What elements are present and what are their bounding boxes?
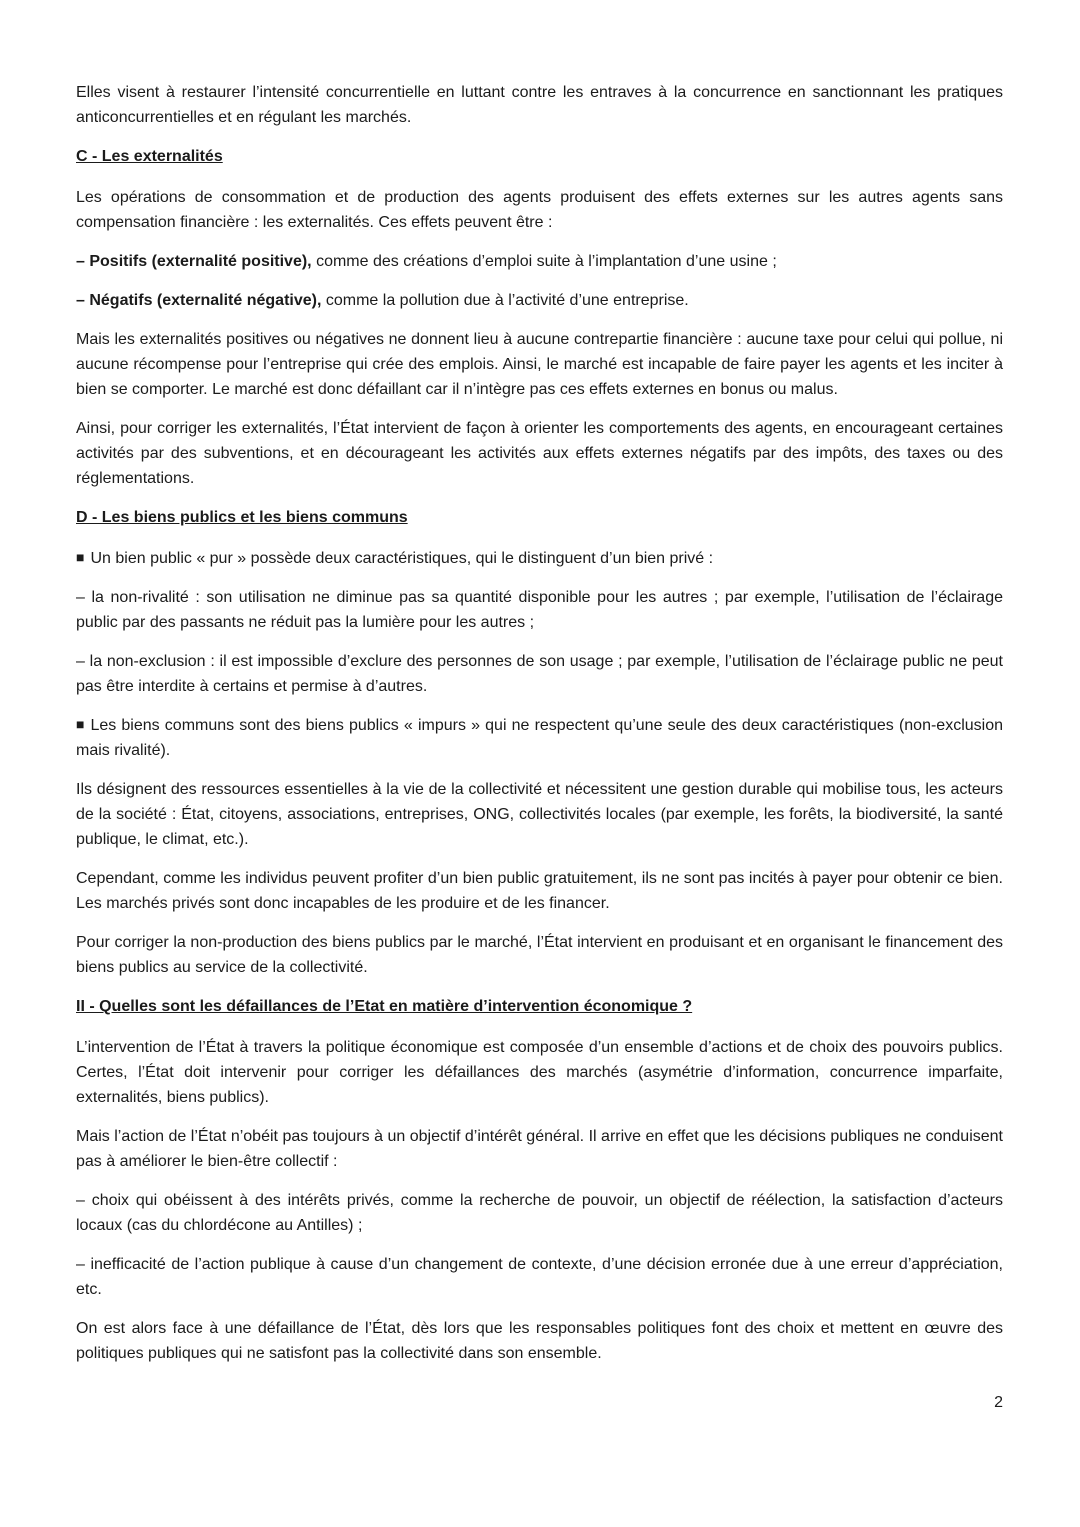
heading-ii-state-failures: II - Quelles sont les défaillances de l’Etat en matière d’intervention économique ? <box>76 998 693 1015</box>
dash-item-negative-externality <box>76 288 1003 313</box>
dash-item-rest: comme la pollution due à l’activité d’une entreprise. <box>321 292 689 309</box>
dash-item-lead: – Négatifs (externalité négative), <box>76 292 322 309</box>
bullet-item-common-goods <box>76 713 1003 763</box>
page-number: 2 <box>994 1394 1003 1411</box>
square-bullet-icon: ■ <box>76 549 85 565</box>
dash-item-non-exclusion: – la non-exclusion : il est impossible d’exclure des personnes de son usage ; par exemple, l’utilisation de l’éclairage public ne peut pas être interdite à certains et permise à d’autres. <box>76 653 1003 695</box>
bullet-item-text: Un bien public « pur » possède deux caractéristiques, qui le distinguent d’un bien privé : <box>90 550 714 567</box>
paragraph-free-rider: Cependant, comme les individus peuvent profiter d’un bien public gratuitement, ils ne sont pas incités à payer pour obtenir ce bien. Les marchés privés sont donc incapables de les produire et de les financer. <box>76 870 1003 912</box>
square-bullet-icon: ■ <box>76 716 85 732</box>
dash-item-private-interests: – choix qui obéissent à des intérêts privés, comme la recherche de pouvoir, un objectif de réélection, la satisfaction d’acteurs locaux (cas du chlordécone au Antilles) ; <box>76 1192 1003 1234</box>
dash-item-non-rivalry: – la non-rivalité : son utilisation ne diminue pas sa quantité disponible pour les autres ; par exemple, l’utilisation de l’éclairage public par des passants ne réduit pas la lumière pour les autres ; <box>76 589 1003 631</box>
paragraph-externalities-intro: Les opérations de consommation et de production des agents produisent des effets externes sur les autres agents sans compensation financière : les externalités. Ces effets peuvent être : <box>76 189 1003 231</box>
paragraph-state-intervention: L’intervention de l’État à travers la politique économique est composée d’un ensemble d’actions et de choix des pouvoirs publics. Certes, l’État doit intervenir pour corriger les défaillances des marchés (asymétrie d’information, concurrence imparfaite, externalités, biens publics). <box>76 1039 1003 1106</box>
paragraph-state-correction-externalities: Ainsi, pour corriger les externalités, l’État intervient de façon à orienter les comportements des agents, en encourageant certaines activités par des subventions, et en décourageant les activités aux effets externes négatifs par des impôts, des taxes ou des réglementations. <box>76 420 1003 487</box>
paragraph-common-goods-resources: Ils désignent des ressources essentielles à la vie de la collectivité et nécessitent une gestion durable qui mobilise tous, les acteurs de la société : État, citoyens, associations, entreprises, ONG, collectivités locales (par exemple, les forêts, la biodiversité, la santé publique, le climat, etc.). <box>76 781 1003 848</box>
dash-item-positive-externality <box>76 249 1003 274</box>
paragraph-state-production: Pour corriger la non-production des biens publics par le marché, l’État intervient en produisant et en organisant le financement des biens publics au service de la collectivité. <box>76 934 1003 976</box>
dash-item-lead: – Positifs (externalité positive), <box>76 253 312 270</box>
bullet-item-pure-public-good <box>76 546 1003 571</box>
dash-item-public-action-inefficiency: – inefficacité de l’action publique à cause d’un changement de contexte, d’une décision erronée due à une erreur d’appréciation, etc. <box>76 1256 1003 1298</box>
dash-item-rest: comme des créations d’emploi suite à l’implantation d’une usine ; <box>311 253 777 270</box>
paragraph-competition-policy: Elles visent à restaurer l’intensité concurrentielle en luttant contre les entraves à la concurrence en sanctionnant les pratiques anticoncurrentielles et en régulant les marchés. <box>76 84 1003 126</box>
bullet-item-text: Les biens communs sont des biens publics « impurs » qui ne respectent qu’une seule des deux caractéristiques (non-exclusion mais rivalité). <box>76 717 1003 759</box>
paragraph-state-failure-conclusion: On est alors face à une défaillance de l’État, dès lors que les responsables politiques font des choix et mettent en œuvre des politiques publiques qui ne satisfont pas la collectivité dans son ensemble. <box>76 1320 1003 1362</box>
heading-c-externalites: C - Les externalités <box>76 148 223 165</box>
heading-d-public-goods: D - Les biens publics et les biens communs <box>76 509 408 526</box>
paragraph-state-not-general-interest: Mais l’action de l’État n’obéit pas toujours à un objectif d’intérêt général. Il arrive en effet que les décisions publiques ne conduisent pas à améliorer le bien-être collectif : <box>76 1128 1003 1170</box>
paragraph-market-failure-externalities: Mais les externalités positives ou négatives ne donnent lieu à aucune contrepartie financière : aucune taxe pour celui qui pollue, ni aucune récompense pour l’entreprise qui crée des emplois. Ainsi, le marché est incapable de faire payer les agents et les inciter à bien se comporter. Le marché est donc défaillant car il n’intègre pas ces effets externes en bonus ou malus. <box>76 331 1003 398</box>
document-content <box>76 80 1003 1366</box>
